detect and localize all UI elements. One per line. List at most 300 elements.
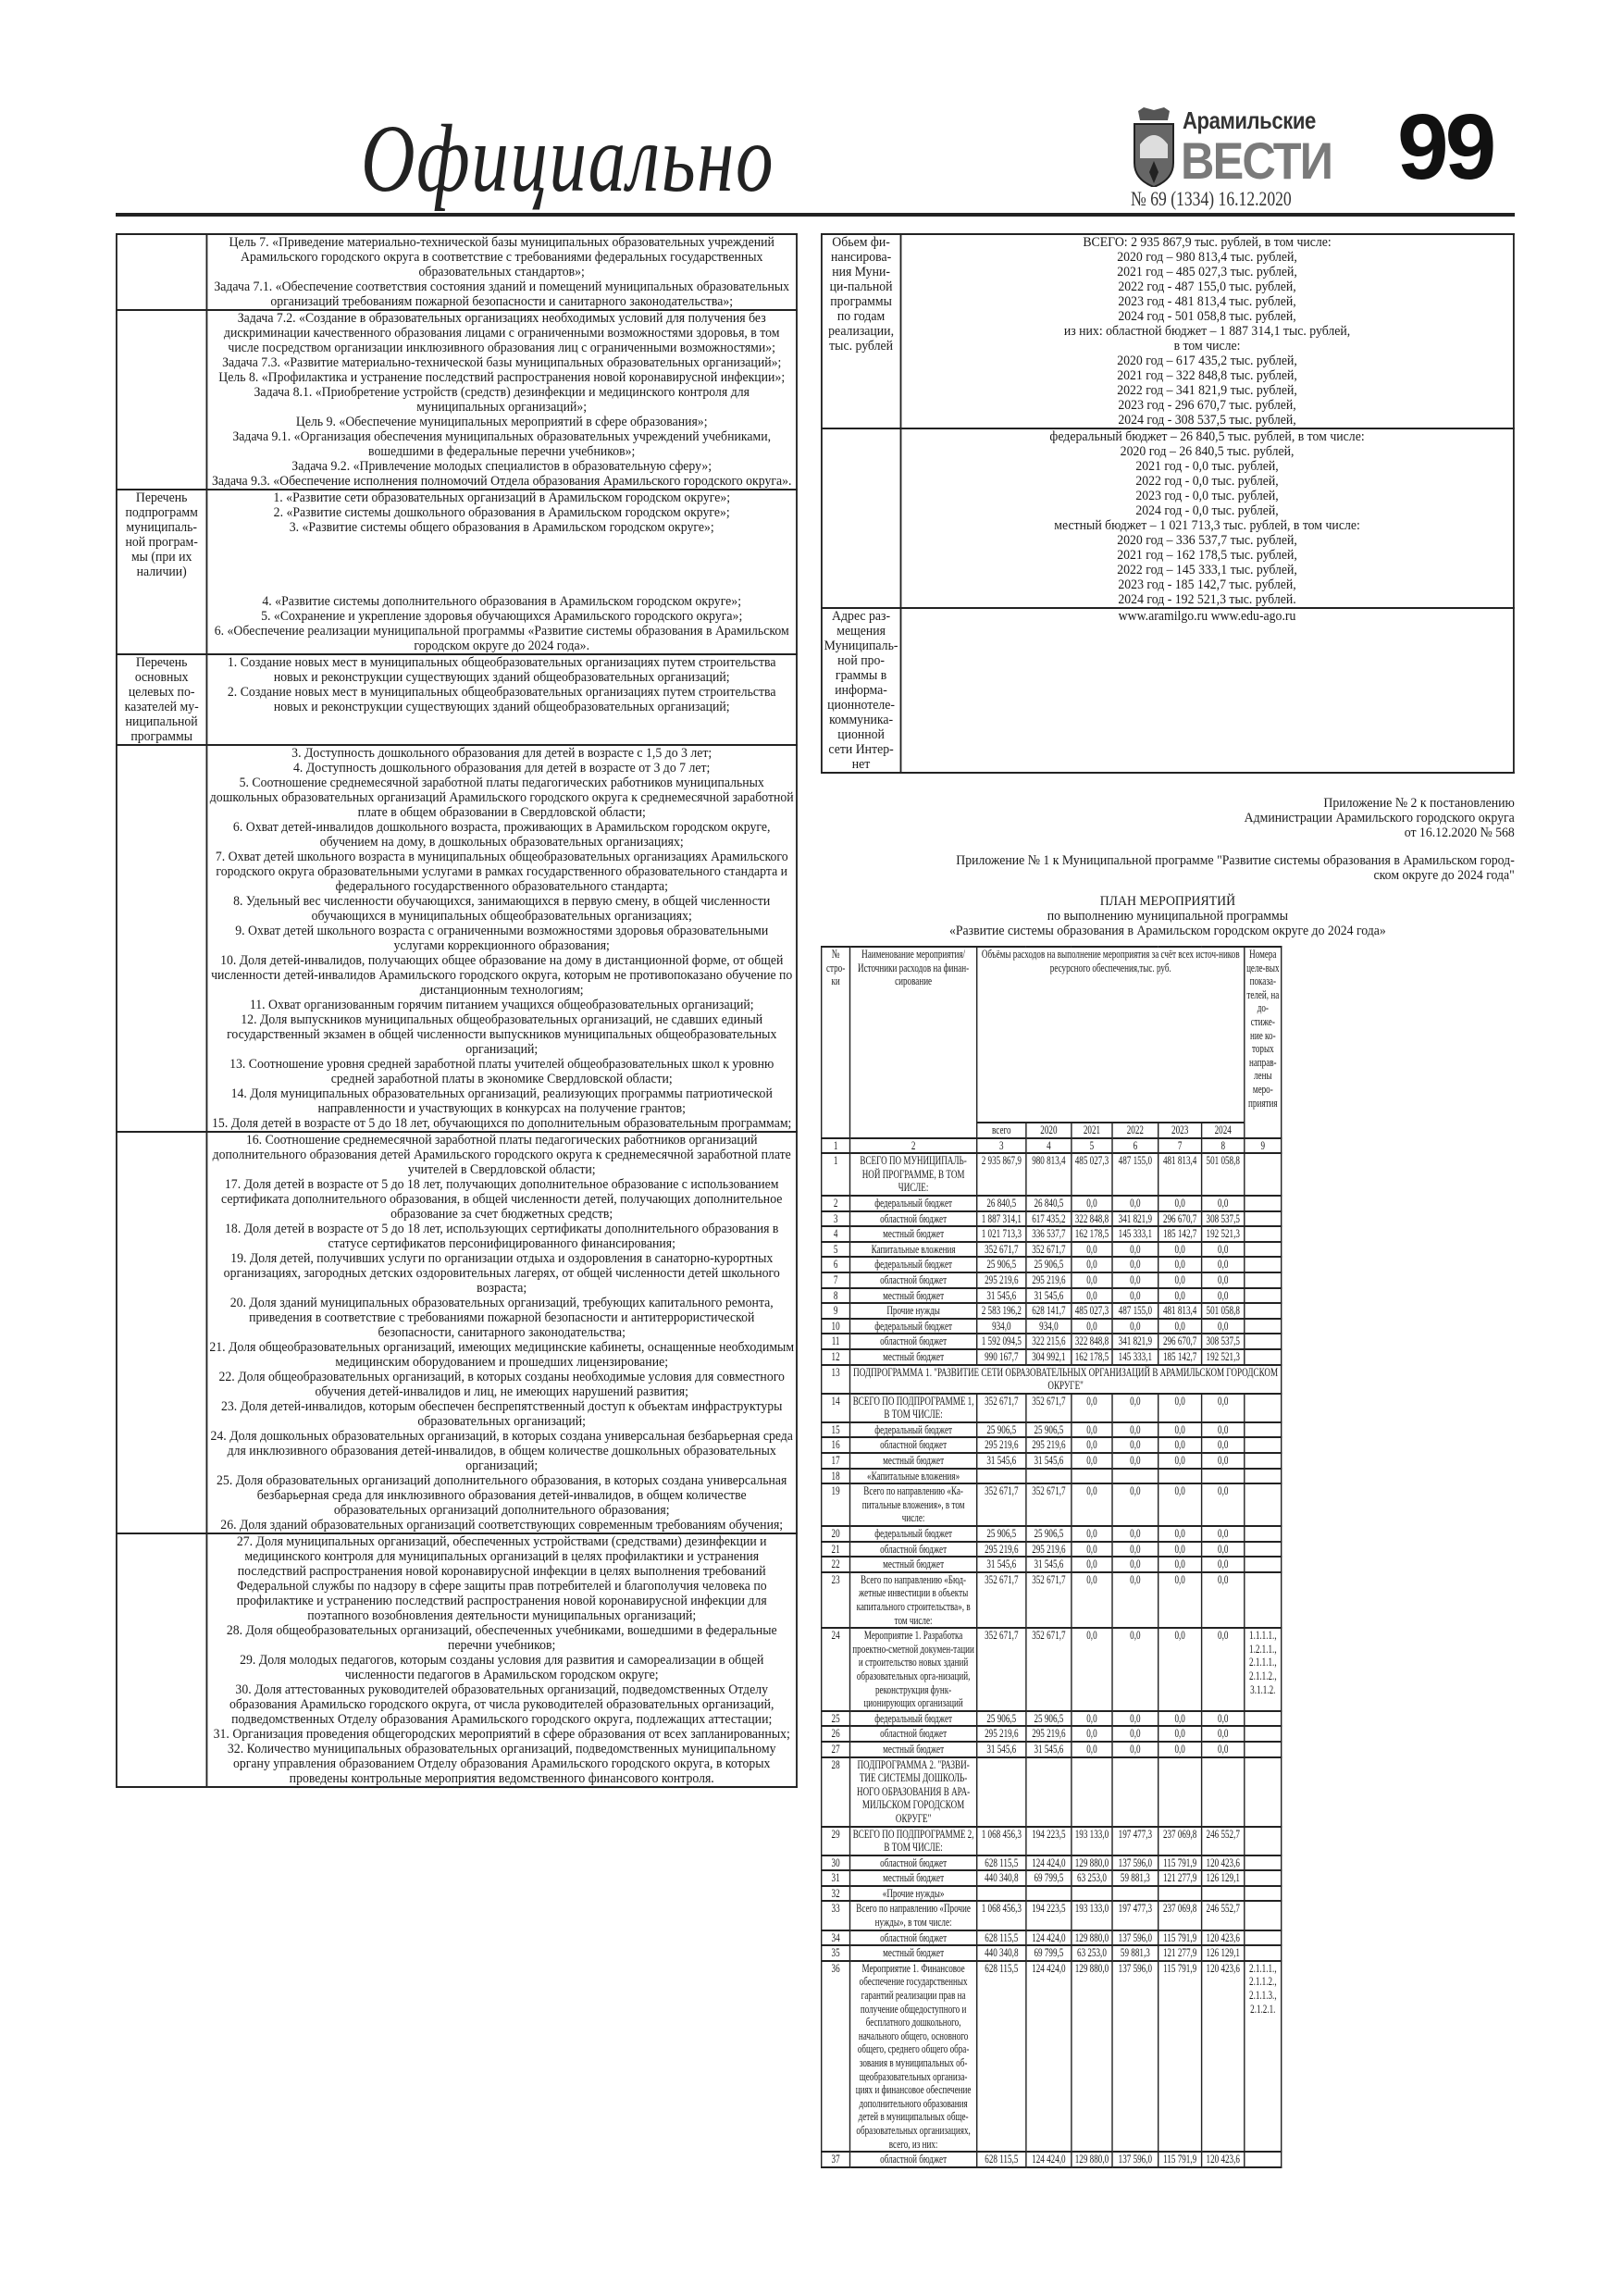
list-item: из них: областной бюджет – 1 887 314,1 тыс. рублей, (1063, 324, 1351, 339)
row-number: 24 (822, 1628, 850, 1711)
row-label: Перечень подпрограмм муниципаль- ной програм- мы (при их наличии) (117, 490, 207, 654)
activity-name: федеральный бюджет (850, 1196, 977, 1211)
year-2021: 485 027,3 (1072, 1153, 1112, 1196)
table-row (822, 1572, 1282, 1628)
year-2022: 0,0 (1112, 1196, 1158, 1211)
target-indicators (1245, 1469, 1282, 1484)
row-content (900, 234, 1514, 428)
row-number: 23 (822, 1572, 850, 1628)
year-2024: 0,0 (1202, 1257, 1245, 1272)
list-item: 5. Соотношение среднемесячной заработной платы педагогических работников муниципальных дошкольных образовательных организаций Арамильского городского округа к среднемесячной заработной плате в общем образовании в Свердловской области; (209, 776, 794, 820)
year-2021: 322 848,8 (1072, 1211, 1112, 1227)
list-item: Задача 8.1. «Приобретение устройств (средств) дезинфекции и медицинского контроля для муниципальных организаций»; (254, 385, 750, 415)
row-label (117, 1132, 207, 1533)
list-item: ВСЕГО: 2 935 867,9 тыс. рублей, в том числе: (1083, 235, 1332, 250)
row-content (900, 608, 1514, 773)
year-2020: 194 223,5 (1026, 1827, 1072, 1855)
table-row (822, 1242, 1282, 1258)
row-number: 6 (822, 1257, 850, 1272)
year-2020 (1026, 1469, 1072, 1484)
activity-name: федеральный бюджет (850, 1526, 977, 1542)
total: 990 167,7 (977, 1349, 1026, 1365)
list-item: 6. «Обеспечение реализации муниципальной программы «Развитие системы образования в Арамильском городском округе до 2024 года». (214, 624, 789, 653)
year-2024 (1202, 1757, 1245, 1827)
list-item: 2020 год – 336 537,7 тыс. рублей, (1117, 533, 1297, 548)
list-item: 17. Доля детей в возрасте от 5 до 18 лет, получающих дополнительное образование с использованием сертификата дополнительного образования, в общей численности детей, получающих дополнительное образование за счет бюджетных средств; (221, 1177, 783, 1222)
target-indicators (1245, 1349, 1282, 1365)
row-number: 17 (822, 1453, 850, 1469)
year-2022: 0,0 (1112, 1572, 1158, 1628)
target-indicators (1245, 1526, 1282, 1542)
list-item: 2024 год - 501 058,8 тыс. рублей, (1118, 309, 1296, 324)
list-item: 11. Охват организованным горячим питанием учащихся общеобразовательных организаций; (249, 998, 754, 1012)
year-2024: 120 423,6 (1202, 2152, 1245, 2167)
table-row (822, 1526, 1282, 1542)
list-item: 2022 год - 487 155,0 тыс. рублей, (1118, 279, 1296, 294)
list-item: 8. Удельный вес численности обучающихся, занимающихся в первую смену, в общей численности обучающихся в муниципальных общеобразовательных организациях; (233, 894, 771, 924)
year-2020 (1026, 1886, 1072, 1902)
header-activity-name: Наименование мероприятия/ Источники расходов на финан-сирование (850, 947, 977, 1138)
year-2020: 31 545,6 (1026, 1288, 1072, 1304)
list-item: 10. Доля детей-инвалидов, получающих общее образование на дому в дистанционной форме, от общей численности детей-инвалидов Арамильского городского округа, которым не противопоказано обучение по дистанционным технологиям; (211, 953, 793, 998)
target-indicators (1245, 1542, 1282, 1558)
year-2024 (1202, 1886, 1245, 1902)
header-row-number: № стро-ки (822, 947, 850, 1138)
row-label: Адрес раз- мещения Муниципаль- ной про- граммы в информа- ционнотеле- коммуника- ционной сети Интер- нет (822, 608, 900, 773)
target-indicators (1245, 1211, 1282, 1227)
table-row (822, 1742, 1282, 1757)
year-2023: 0,0 (1158, 1394, 1202, 1422)
list-item: Цель 9. «Обеспечение муниципальных мероприятий в сфере образования»; (295, 415, 708, 429)
target-indicators (1245, 1334, 1282, 1349)
year-2023: 0,0 (1158, 1711, 1202, 1727)
passport-table-right (821, 233, 1515, 774)
year-2022 (1112, 1757, 1158, 1827)
header-year: всего (977, 1123, 1026, 1138)
table-row (822, 1288, 1282, 1304)
table-row (822, 1196, 1282, 1211)
year-2020: 336 537,7 (1026, 1226, 1072, 1242)
year-2022: 0,0 (1112, 1453, 1158, 1469)
total: 440 340,8 (977, 1870, 1026, 1886)
year-2020: 295 219,6 (1026, 1542, 1072, 1558)
header-column-number: 8 (1202, 1138, 1245, 1154)
header-column-number: 6 (1112, 1138, 1158, 1154)
year-2020: 617 435,2 (1026, 1211, 1072, 1227)
row-content (206, 654, 797, 745)
list-item: 2020 год – 26 840,5 тыс. рублей, (1120, 444, 1295, 459)
year-2024: 246 552,7 (1202, 1901, 1245, 1930)
header-year: 2023 (1158, 1123, 1202, 1138)
year-2023: 185 142,7 (1158, 1349, 1202, 1365)
year-2022: 0,0 (1112, 1272, 1158, 1288)
target-indicators (1245, 1453, 1282, 1469)
passport-row (117, 1132, 797, 1533)
year-2021: 193 133,0 (1072, 1901, 1112, 1930)
total: 25 906,5 (977, 1526, 1026, 1542)
list-item: 7. Охват детей школьного возраста в муниципальных общеобразовательных организациях Арамильского городского округа образовательными услугами в рамках государственного образовательного стандарта и федерального государственного образовательного стандарта; (215, 850, 788, 894)
list-item: 2022 год - 0,0 тыс. рублей, (1135, 474, 1279, 489)
total: 25 906,5 (977, 1257, 1026, 1272)
list-item: 3. Доступность дошкольного образования для детей в возрасте с 1,5 до 3 лет; (291, 746, 712, 761)
year-2022: 59 881,3 (1112, 1945, 1158, 1961)
list-item: 2. Создание новых мест в муниципальных общеобразовательных организациях путем строительства новых и реконструкции существующих зданий общеобразовательных организаций; (227, 685, 776, 714)
year-2020: 352 671,7 (1026, 1242, 1072, 1258)
year-2021: 63 253,0 (1072, 1945, 1112, 1961)
year-2020: 295 219,6 (1026, 1726, 1072, 1742)
list-item: 13. Соотношение уровня средней заработной платы учителей общеобразовательных школ к уровню средней заработной платы в экономике Свердловской области; (229, 1057, 774, 1086)
year-2023: 237 069,8 (1158, 1901, 1202, 1930)
table-row (822, 2152, 1282, 2167)
activity-name: местный бюджет (850, 1453, 977, 1469)
total: 25 906,5 (977, 1711, 1026, 1727)
year-2023: 296 670,7 (1158, 1334, 1202, 1349)
year-2024: 126 129,1 (1202, 1945, 1245, 1961)
year-2022: 0,0 (1112, 1628, 1158, 1711)
year-2024: 0,0 (1202, 1572, 1245, 1628)
row-number: 20 (822, 1526, 850, 1542)
row-number: 25 (822, 1711, 850, 1727)
row-number: 11 (822, 1334, 850, 1349)
year-2024: 501 058,8 (1202, 1303, 1245, 1319)
year-2024: 120 423,6 (1202, 1855, 1245, 1871)
list-item: 20. Доля зданий муниципальных образовательных организаций, требующих капитального ремонта, приведения в соответствие с требованиями пожарной безопасности и антитеррористической безопасности, санитарного законодательства; (229, 1296, 774, 1340)
list-item: 5. «Сохранение и укрепление здоровья обучающихся Арамильского городского округа»; (261, 609, 743, 624)
year-2021: 0,0 (1072, 1742, 1112, 1757)
year-2020: 352 671,7 (1026, 1483, 1072, 1526)
row-number: 34 (822, 1930, 850, 1946)
list-item: 26. Доля зданий образовательных организаций соответствующих современным требованиям обучения; (220, 1518, 784, 1533)
header-column-number: 4 (1026, 1138, 1072, 1154)
header-year: 2022 (1112, 1123, 1158, 1138)
total (977, 1886, 1026, 1902)
year-2021: 129 880,0 (1072, 1961, 1112, 2152)
year-2024: 308 537,5 (1202, 1211, 1245, 1227)
row-content (206, 1533, 797, 1787)
table-row (822, 1469, 1282, 1484)
header-column-number: 1 (822, 1138, 850, 1154)
year-2023: 0,0 (1158, 1726, 1202, 1742)
year-2022: 0,0 (1112, 1394, 1158, 1422)
year-2024: 0,0 (1202, 1437, 1245, 1453)
year-2024: 0,0 (1202, 1542, 1245, 1558)
activity-name: Мероприятие 1. Разработка проектно-сметной докумен-тации и строительство новых зданий образовательных орга-низаций, реконструкция функ-ционирующих организаций (850, 1628, 977, 1711)
target-indicators (1245, 1153, 1282, 1196)
newspaper-logo (1131, 107, 1353, 189)
target-indicators (1245, 1303, 1282, 1319)
total: 440 340,8 (977, 1945, 1026, 1961)
activity-name: областной бюджет (850, 1211, 977, 1227)
year-2020: 124 424,0 (1026, 2152, 1072, 2167)
year-2020: 322 215,6 (1026, 1334, 1072, 1349)
list-item: 22. Доля общеобразовательных организаций, в которых созданы необходимые условия для совместного обучения детей-инвалидов и лиц, не имеющих нарушений развития; (218, 1370, 785, 1399)
row-number: 37 (822, 2152, 850, 2167)
year-2020: 25 906,5 (1026, 1526, 1072, 1542)
year-2023: 0,0 (1158, 1196, 1202, 1211)
row-number: 13 (822, 1365, 850, 1394)
list-item: 12. Доля выпускников муниципальных общеобразовательных организаций, не сдавших единый государственный экзамен в общей численности выпускников муниципальных общеобразовательных организаций; (227, 1012, 777, 1057)
year-2022: 0,0 (1112, 1242, 1158, 1258)
header-year: 2021 (1072, 1123, 1112, 1138)
year-2022: 137 596,0 (1112, 1930, 1158, 1946)
list-item: 4. Доступность дошкольного образования для детей в возрасте от 3 до 7 лет; (293, 761, 711, 776)
year-2022: 341 821,9 (1112, 1211, 1158, 1227)
table-row (822, 1422, 1282, 1438)
table-row (822, 1757, 1282, 1827)
year-2022: 0,0 (1112, 1742, 1158, 1757)
appendix-resolution-ref: Приложение № 2 к постановлению Администрации Арамильского городского округа от 16.12.2020 № 568 (1244, 796, 1515, 840)
plan-table (821, 946, 1281, 2168)
row-number: 15 (822, 1422, 850, 1438)
table-row (822, 1365, 1282, 1394)
activity-name: местный бюджет (850, 1742, 977, 1757)
year-2021: 0,0 (1072, 1288, 1112, 1304)
activity-name: ВСЕГО ПО ПОДПРОГРАММЕ 1, В ТОМ ЧИСЛЕ: (850, 1394, 977, 1422)
row-number: 36 (822, 1961, 850, 2152)
year-2024: 120 423,6 (1202, 1961, 1245, 2152)
year-2020: 295 219,6 (1026, 1437, 1072, 1453)
year-2022: 0,0 (1112, 1319, 1158, 1334)
row-content (206, 234, 797, 310)
list-item: 16. Соотношение среднемесячной заработной платы педагогических работников организаций дополнительного образования детей Арамильского городского округа к среднемесячной заработной плате учителей в Свердловской области; (212, 1133, 791, 1177)
row-content (206, 1132, 797, 1533)
year-2021: 0,0 (1072, 1422, 1112, 1438)
year-2023: 481 813,4 (1158, 1153, 1202, 1196)
year-2020: 352 671,7 (1026, 1572, 1072, 1628)
table-row (822, 1886, 1282, 1902)
list-item: 2024 год - 308 537,5 тыс. рублей, (1118, 413, 1296, 428)
target-indicators (1245, 2152, 1282, 2167)
table-row (822, 1945, 1282, 1961)
year-2024: 126 129,1 (1202, 1870, 1245, 1886)
year-2023: 0,0 (1158, 1453, 1202, 1469)
year-2021 (1072, 1469, 1112, 1484)
list-item: 2021 год - 0,0 тыс. рублей, (1135, 459, 1279, 474)
target-indicators (1245, 1886, 1282, 1902)
list-item: Цель 7. «Приведение материально-технической базы муниципальных образовательных учреждений Арамильского городского округа в соответствие с требованиями федеральных государственных образовательных стандартов»; (229, 235, 774, 279)
list-item: 27. Доля муниципальных организаций, обеспеченных устройствами (средствами) дезинфекции и медицинского контроля для муниципальных организаций в целях профилактики и устранения последствий распространения новой коронавирусной инфекции в целях выполнения требований Федеральной службы по надзору в сфере защиты прав потребителей и благополучия человека по профилактике и устранению последствий распространения новой коронавирусной инфекции для поэтапного возобновления деятельности муниципальных организаций; (236, 1534, 767, 1623)
year-2021: 0,0 (1072, 1711, 1112, 1727)
table-row (822, 1349, 1282, 1365)
total: 295 219,6 (977, 1542, 1026, 1558)
year-2022: 0,0 (1112, 1257, 1158, 1272)
year-2020: 25 906,5 (1026, 1422, 1072, 1438)
list-item: 2022 год – 145 333,1 тыс. рублей, (1117, 563, 1297, 577)
activity-name: областной бюджет (850, 1437, 977, 1453)
row-label (117, 745, 207, 1132)
list-item: 25. Доля образовательных организаций дополнительного образования, в которых создана универсальная безбарьерная среда для инклюзивного образования детей-инвалидов, в общем количестве образовательных организаций дополнительного образования; (217, 1473, 787, 1518)
row-number: 7 (822, 1272, 850, 1288)
activity-name: областной бюджет (850, 1272, 977, 1288)
activity-name: Мероприятие 1. Финансовое обеспечение государственных гарантий реализации прав на получение общедоступного и бесплатного дошкольного, начального общего, основного общего, среднего общего обра-зования в муниципальных об-щеобразовательных организа-циях и финансовое обеспечение дополнительного образования детей в муниципальных обще-образовательных организациях, всего, из них: (850, 1961, 977, 2152)
year-2024: 120 423,6 (1202, 1930, 1245, 1946)
header-column-number: 9 (1245, 1138, 1282, 1154)
activity-name: Прочие нужды (850, 1303, 977, 1319)
passport-row (117, 490, 797, 654)
year-2023: 185 142,7 (1158, 1226, 1202, 1242)
year-2023: 0,0 (1158, 1437, 1202, 1453)
list-item: Задача 9.1. «Организация обеспечения муниципальных образовательных учреждений учебниками, вошедшими в федеральные перечни учебников»; (232, 429, 772, 459)
table-row (822, 1483, 1282, 1526)
activity-name: Всего по направлению «Прочие нужды», в том числе: (850, 1901, 977, 1930)
year-2024: 0,0 (1202, 1628, 1245, 1711)
year-2024: 0,0 (1202, 1394, 1245, 1422)
list-item: в том числе: (1173, 339, 1241, 354)
year-2021: 0,0 (1072, 1453, 1112, 1469)
row-number: 26 (822, 1726, 850, 1742)
total: 2 935 867,9 (977, 1153, 1026, 1196)
year-2024: 0,0 (1202, 1711, 1245, 1727)
total: 352 671,7 (977, 1628, 1026, 1711)
year-2021: 0,0 (1072, 1319, 1112, 1334)
list-item: 2021 год – 485 027,3 тыс. рублей, (1117, 265, 1297, 279)
year-2023: 0,0 (1158, 1526, 1202, 1542)
list-item: 1. «Развитие сети образовательных организаций в Арамильском городском округе»; (273, 490, 731, 505)
total: 628 115,5 (977, 1930, 1026, 1946)
year-2023: 0,0 (1158, 1572, 1202, 1628)
activity-name: областной бюджет (850, 1542, 977, 1558)
year-2021: 0,0 (1072, 1483, 1112, 1526)
target-indicators (1245, 1557, 1282, 1572)
table-row (822, 1257, 1282, 1272)
list-item: www.aramilgo.ru www.edu-ago.ru (1118, 609, 1296, 624)
header-column-number: 2 (850, 1138, 977, 1154)
list-item: 2. «Развитие системы дошкольного образования в Арамильском городском округе»; (273, 505, 730, 520)
target-indicators (1245, 1572, 1282, 1628)
list-item: 4. «Развитие системы дополнительного образования в Арамильском городском округе»; (262, 594, 742, 609)
year-2024: 0,0 (1202, 1483, 1245, 1526)
passport-row (117, 654, 797, 745)
total: 1 592 094,5 (977, 1334, 1026, 1349)
year-2021: 129 880,0 (1072, 1930, 1112, 1946)
total: 352 671,7 (977, 1394, 1026, 1422)
year-2023: 115 791,9 (1158, 2152, 1202, 2167)
year-2021: 0,0 (1072, 1242, 1112, 1258)
year-2020: 31 545,6 (1026, 1453, 1072, 1469)
list-item: 2023 год - 296 670,7 тыс. рублей, (1118, 398, 1296, 413)
passport-row (117, 745, 797, 1132)
plan-title: ПЛАН МЕРОПРИЯТИЙ (1099, 894, 1236, 909)
target-indicators (1245, 1483, 1282, 1526)
activity-name: местный бюджет (850, 1870, 977, 1886)
year-2022: 0,0 (1112, 1437, 1158, 1453)
list-item: 28. Доля общеобразовательных организаций, обеспеченных учебниками, вошедшими в федеральные перечни учебников; (226, 1623, 777, 1653)
year-2022: 487 155,0 (1112, 1303, 1158, 1319)
total: 1 887 314,1 (977, 1211, 1026, 1227)
brand-name-top: Арамильские (1183, 106, 1316, 134)
activity-name: местный бюджет (850, 1288, 977, 1304)
year-2020: 31 545,6 (1026, 1742, 1072, 1757)
plan-subtitle: по выполнению муниципальной программы (1047, 909, 1289, 924)
plan-heading (821, 894, 1515, 938)
year-2023: 481 813,4 (1158, 1303, 1202, 1319)
year-2022: 137 596,0 (1112, 2152, 1158, 2167)
year-2023 (1158, 1757, 1202, 1827)
year-2023: 0,0 (1158, 1242, 1202, 1258)
target-indicators (1245, 1437, 1282, 1453)
list-item: 14. Доля муниципальных образовательных организаций, реализующих программы патриотической направленности и участвующих в конкурсах на получение грантов; (230, 1086, 773, 1116)
target-indicators (1245, 1257, 1282, 1272)
target-indicators (1245, 1757, 1282, 1827)
header-year: 2020 (1026, 1123, 1072, 1138)
year-2022: 59 881,3 (1112, 1870, 1158, 1886)
year-2024: 246 552,7 (1202, 1827, 1245, 1855)
year-2020: 124 424,0 (1026, 1855, 1072, 1871)
table-row (822, 1153, 1282, 1196)
total: 31 545,6 (977, 1288, 1026, 1304)
target-indicators (1245, 1827, 1282, 1855)
year-2020: 25 906,5 (1026, 1257, 1072, 1272)
header-year: 2024 (1202, 1123, 1245, 1138)
list-item: 32. Количество муниципальных образовательных организаций, подведомственных муниципальному органу управления образованием Отделу образования Арамильского городского округа, в которых проведены контрольные мероприятия ведомственного финансового контроля. (227, 1742, 776, 1786)
target-indicators (1245, 1226, 1282, 1242)
year-2023 (1158, 1469, 1202, 1484)
activity-name: федеральный бюджет (850, 1422, 977, 1438)
year-2024: 0,0 (1202, 1453, 1245, 1469)
target-indicators (1245, 1945, 1282, 1961)
target-indicators (1245, 1394, 1282, 1422)
list-item: 19. Доля детей, получивших услуги по организации отдыха и оздоровления в санаторно-курортных организациях, загородных детских оздоровительных лагерях, от общей численности детей школьного возраста; (223, 1251, 780, 1296)
list-item: 1. Создание новых мест в муниципальных общеобразовательных организациях путем строительства новых и реконструкции существующих зданий общеобразовательных организаций; (227, 655, 776, 685)
row-label: Перечень основных целевых по- казателей му- ниципальной программы (117, 654, 207, 745)
total: 1 068 456,3 (977, 1901, 1026, 1930)
list-item: 15. Доля детей в возрасте от 5 до 18 лет, обучающихся по дополнительным образовательным программам; (212, 1116, 792, 1131)
activity-name: «Прочие нужды» (850, 1886, 977, 1902)
year-2020: 124 424,0 (1026, 1930, 1072, 1946)
total: 25 906,5 (977, 1422, 1026, 1438)
year-2020 (1026, 1757, 1072, 1827)
activity-name: Всего по направлению «Ка-питальные вложения», в том числе: (850, 1483, 977, 1526)
year-2020: 352 671,7 (1026, 1628, 1072, 1711)
coat-of-arms-icon (1131, 107, 1177, 187)
row-label: Обьем фи- нансирова- ния Муни- ци-пальной программы по годам реализации, тыс. рублей (822, 234, 900, 428)
row-number: 29 (822, 1827, 850, 1855)
list-item: 31. Организация проведения общегородских мероприятий в сфере образования от всех запланированных; (213, 1727, 790, 1742)
target-indicators (1245, 1726, 1282, 1742)
year-2021: 193 133,0 (1072, 1827, 1112, 1855)
row-number: 12 (822, 1349, 850, 1365)
year-2022 (1112, 1469, 1158, 1484)
row-number: 33 (822, 1901, 850, 1930)
total: 628 115,5 (977, 1855, 1026, 1871)
year-2020: 26 840,5 (1026, 1196, 1072, 1211)
year-2023: 0,0 (1158, 1272, 1202, 1288)
activity-name: федеральный бюджет (850, 1257, 977, 1272)
header-targets: Номера целе-вых показа-телей, на до-стиже-ние ко-торых направ-лены меро-приятия (1245, 947, 1282, 1138)
table-row (822, 1901, 1282, 1930)
list-item: 6. Охват детей-инвалидов дошкольного возраста, проживающих в Арамильском городском округе, обучением на дому, в дошкольных образовательных организациях; (232, 820, 771, 850)
row-number: 27 (822, 1742, 850, 1757)
table-row (822, 1542, 1282, 1558)
year-2022: 0,0 (1112, 1726, 1158, 1742)
section-title: ПОДПРОГРАММА 1. "РАЗВИТИЕ СЕТИ ОБРАЗОВАТЕЛЬНЫХ ОРГАНИЗАЦИЙ В АРАМИЛЬСКОМ ГОРОДСКОМ ОКРУГЕ" (850, 1365, 1282, 1394)
year-2024: 192 521,3 (1202, 1226, 1245, 1242)
row-label (117, 310, 207, 490)
year-2023: 115 791,9 (1158, 1855, 1202, 1871)
total: 1 021 713,3 (977, 1226, 1026, 1242)
year-2023: 0,0 (1158, 1483, 1202, 1526)
year-2022: 137 596,0 (1112, 1961, 1158, 2152)
passport-row (822, 428, 1514, 608)
table-row (822, 1711, 1282, 1727)
year-2021: 0,0 (1072, 1557, 1112, 1572)
table-row (822, 1319, 1282, 1334)
year-2021: 0,0 (1072, 1196, 1112, 1211)
year-2022: 0,0 (1112, 1526, 1158, 1542)
year-2024 (1202, 1469, 1245, 1484)
list-item: 2024 год - 0,0 тыс. рублей, (1135, 503, 1279, 518)
appendix-program-ref: Приложение № 1 к Муниципальной программе "Развитие системы образования в Арамильском город- ском округе до 2024 года" (956, 853, 1515, 883)
